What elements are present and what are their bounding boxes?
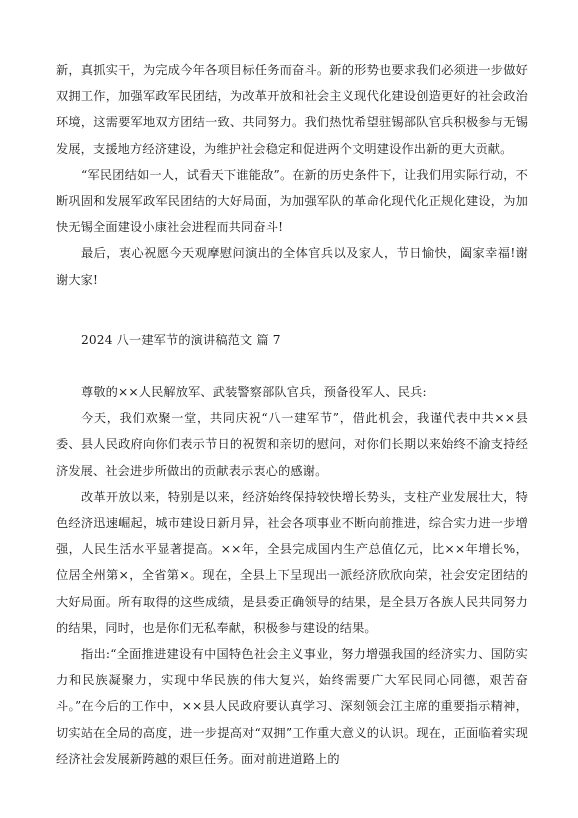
body-paragraph: 改革开放以来，特别是以来，经济始终保持较快增长势头，支柱产业发展壮大，特色经济迅速崛起，城市建设日新月异，社会各项事业不断向前推进，综合实力进一步增强，人民生活水平显著提高。××年，全县完成国内生产总值亿元，比××年增长%，位居全州第×，全省第×。现在，全县上下呈现出一派经济欣欣向荣，社会安定团结的大好局面。所有取得的这些成绩，是县委正确领导的结果，是全县万各族人民共同努力的结果，同时，也是你们无私奉献，积极参与建设的结果。 [56, 489, 528, 635]
body-paragraph: 今天，我们欢聚一堂，共同庆祝“八一建军节”，借此机会，我谨代表中共××县委、县人民政府向你们表示节日的祝贺和亲切的慰问，对你们长期以来始终不渝支持经济发展、社会进步所做出的贡献表示衷心的感谢。 [56, 411, 528, 478]
body-paragraph: 指出:“全面推进建设有中国特色社会主义事业，努力增强我国的经济实力、国防实力和民族凝聚力，实现中华民族的伟大复兴，始终需要广大军民同心同德，艰苦奋斗。”在今后的工作中，××县人民政府要认真学习、深刻领会江主席的重要指示精神，切实站在全局的高度，进一步提高对“双拥”工作重大意义的认识。现在，正面临着实现经济社会发展新跨越的艰巨任务。面对前进道路上的 [56, 647, 528, 766]
closing-paragraph: 最后，衷心祝愿今天观摩慰问演出的全体官兵以及家人，节日愉快，阖家幸福!谢谢大家! [56, 246, 528, 287]
section-heading: 2024 八一建军节的演讲稿范文 篇 7 [81, 332, 281, 347]
body-paragraph: 新，真抓实干，为完成今年各项目标任务而奋斗。新的形势也要求我们必须进一步做好双拥工作，加强军政军民团结，为改革开放和社会主义现代化建设创造更好的社会政治环境，这需要军地双方团结一致、共同努力。我们热忱希望驻锡部队官兵积极参与无锡发展，支援地方经济建设，为维护社会稳定和促进两个文明建设作出新的更大贡献。 [56, 63, 528, 156]
salutation: 尊敬的××人民解放军、武装警察部队官兵，预备役军人、民兵: [81, 385, 427, 400]
body-paragraph: “军民团结如一人，试看天下谁能敌”。在新的历史条件下，让我们用实际行动，不断巩固和发展军政军民团结的大好局面，为加强军队的革命化现代化正规化建设，为加快无锡全面建设小康社会进程而共同奋斗! [56, 167, 528, 235]
